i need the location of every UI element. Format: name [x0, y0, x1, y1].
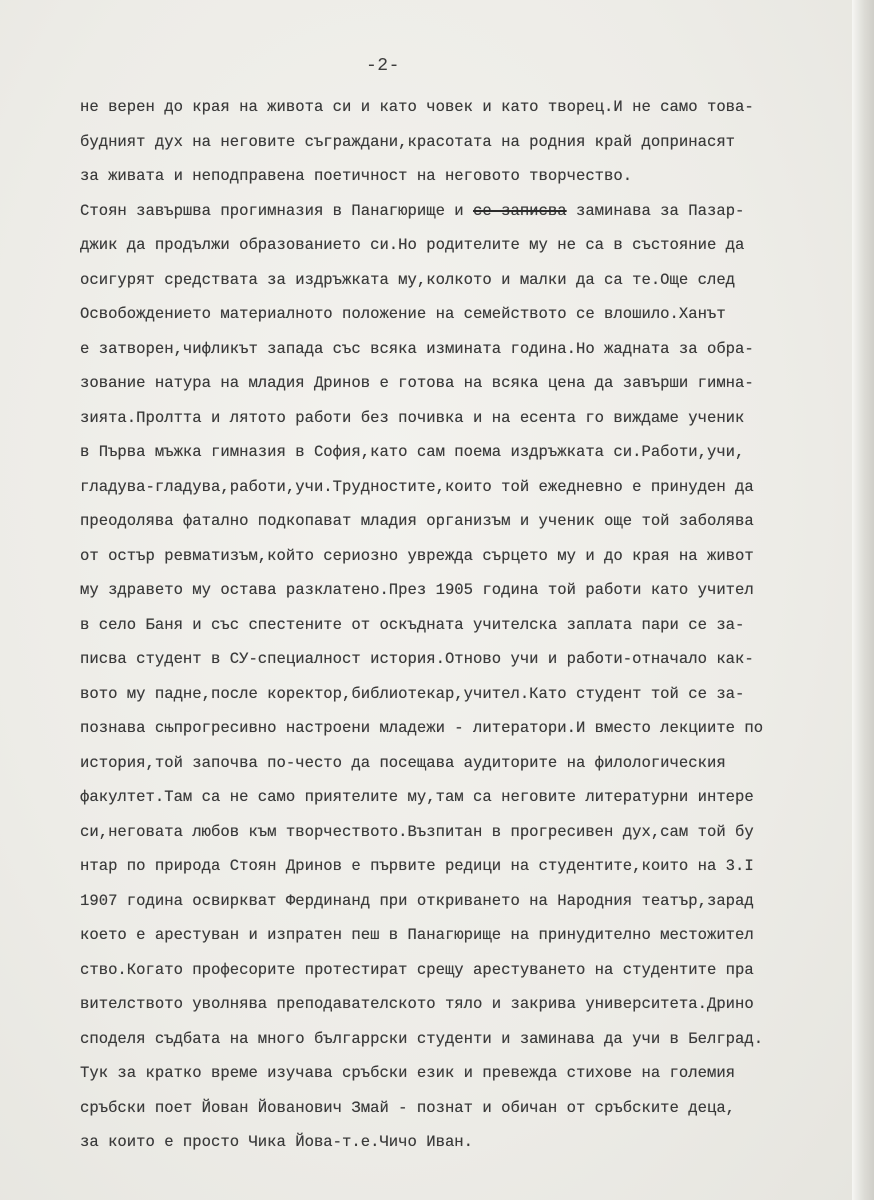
page-number: -2-	[366, 56, 400, 76]
text-line: си,неговата любов към творчеството.Възпитан в прогресивен дух,сам той бу	[80, 822, 754, 841]
text-line: зование натура на младия Дринов е готова на всяка цена да завърши гимна-	[80, 374, 754, 392]
text-line: е затворен,чифликът запада със всяка измината година.Но жадната за обра-	[80, 339, 754, 358]
text-line: будният дух на неговите съграждани,красотата на родния край допринасят	[80, 132, 736, 151]
text-line: нтар по природа Стоян Дринов е първите редици на студентите,които на 3.I	[80, 857, 754, 875]
text-segment: Стоян завършва прогимназия в Панагюрище и	[80, 201, 474, 220]
text-line: сръбски поет Йован Йованович Змай - познат и обичан от сръбските деца,	[80, 1098, 736, 1117]
text-line: преодолява фатално подкопават младия организъм и ученик още той заболява	[80, 512, 754, 530]
text-line: Освобождението материалното положение на семейството се влошило.Ханът	[80, 305, 726, 323]
text-line: за живата и неподправена поетичност на неговото творчество.	[80, 167, 633, 185]
text-line: история,той започва по-често да посещава аудиторите на филологическия	[80, 753, 726, 772]
text-line: писва студент в СУ-специалност история.Отново учи и работи-отначало как-	[80, 650, 754, 668]
text-line: гладува-гладува,работи,учи.Трудностите,които той ежедневно е принуден да	[80, 477, 754, 496]
text-line: от остър ревматизъм,който сериозно уврежда сърцето му и до края на живот	[80, 546, 754, 565]
struck-out-text: се записва	[473, 201, 567, 220]
typed-text-body	[80, 90, 840, 1160]
text-line: в Първа мъжка гимназия в София,като сам поема издръжката си.Работи,учи,	[80, 443, 745, 461]
text-line: джик да продължи образованието си.Но родителите му не са в състояние да	[80, 236, 745, 254]
text-line: не верен до края на живота си и като човек и като творец.И не само това-	[80, 98, 754, 116]
text-line: му здравето му остава разклатено.През 1905 година той работи като учител	[80, 581, 754, 599]
text-segment: заминава за Пазар-	[566, 201, 745, 220]
text-line: 1907 година освиркват Фердинанд при откриването на Народния театър,зарад	[80, 891, 754, 910]
text-line: Тук за кратко време изучава сръбски език и превежда стихове на големия	[80, 1064, 736, 1082]
text-line: вителството уволнява преподавателското тяло и закрива университета.Дрино	[80, 995, 754, 1013]
text-line	[80, 194, 840, 229]
text-line: познава сњпрогресивно настроени младежи - литератори.И вместо лекциите по	[80, 719, 764, 737]
text-line: споделя съдбата на много българрски студенти и заминава да учи в Белград.	[80, 1029, 764, 1048]
text-line: което е арестуван и изпратен пеш в Панагюрище на принудително местожител	[80, 926, 754, 944]
text-line: в село Баня и със спестените от оскъдната учителска заплата пари се за-	[80, 615, 745, 634]
text-line: факултет.Там са не само приятелите му,там са неговите литературни интере	[80, 788, 754, 806]
text-line: осигурят средствата за издръжката му,колкото и малки да са те.Още след	[80, 270, 736, 289]
text-line: за които е просто Чика Йова-т.е.Чичо Иван.	[80, 1133, 474, 1151]
text-line: ство.Когато професорите протестират срещу арестуването на студентите пра	[80, 960, 754, 979]
text-line: вото му падне,после коректор,библиотекар,учител.Като студент той се за-	[80, 684, 745, 703]
scanner-edge	[852, 0, 874, 1200]
text-line: зията.Пролтта и лятото работи без почивка и на есента го виждаме ученик	[80, 408, 745, 427]
